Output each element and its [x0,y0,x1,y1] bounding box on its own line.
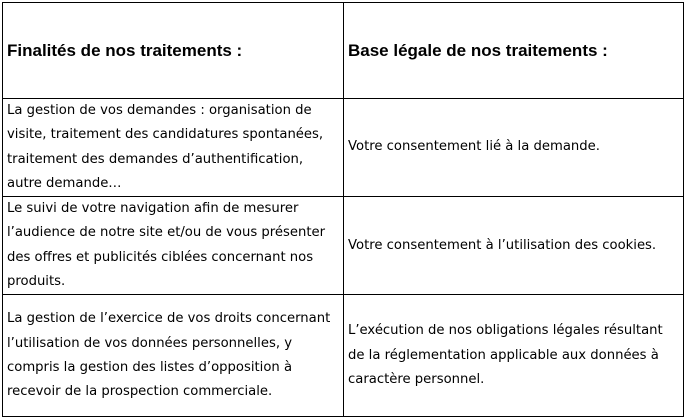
table-row [3,295,684,417]
purpose-cell [3,197,344,295]
legal-basis-cell [344,99,684,197]
table-row [3,99,684,197]
purpose-text: La gestion de vos demandes : organisation de visite, traitement des candidatures spontanées, traitement des demandes d’authentification, autre demande… [7,103,324,191]
purpose-text: La gestion de l’exercice de vos droits concernant l’utilisation de vos données personnelles, y compris la gestion des listes d’opposition à recevoir de la prospection commerciale. [7,311,331,400]
legal-basis-cell [344,197,684,295]
purpose-cell [3,295,344,417]
processing-purposes-table [2,2,684,417]
legal-basis-text: Votre consentement lié à la demande. [348,139,600,155]
purpose-text: Le suivi de votre navigation afin de mesurer l’audience de notre site et/ou de vous présenter des offres et publicités ciblées concernant nos produits. [7,201,326,290]
header-legal-basis: Base légale de nos traitements : [344,3,684,99]
legal-basis-text: L’exécution de nos obligations légales résultant de la réglementation applicable aux données à caractère personnel. [348,323,663,388]
table-row [3,197,684,295]
table-header-row [3,3,684,99]
purpose-cell [3,99,344,197]
legal-basis-text: Votre consentement à l’utilisation des cookies. [348,237,657,253]
header-purposes: Finalités de nos traitements : [3,3,344,99]
legal-basis-cell [344,295,684,417]
